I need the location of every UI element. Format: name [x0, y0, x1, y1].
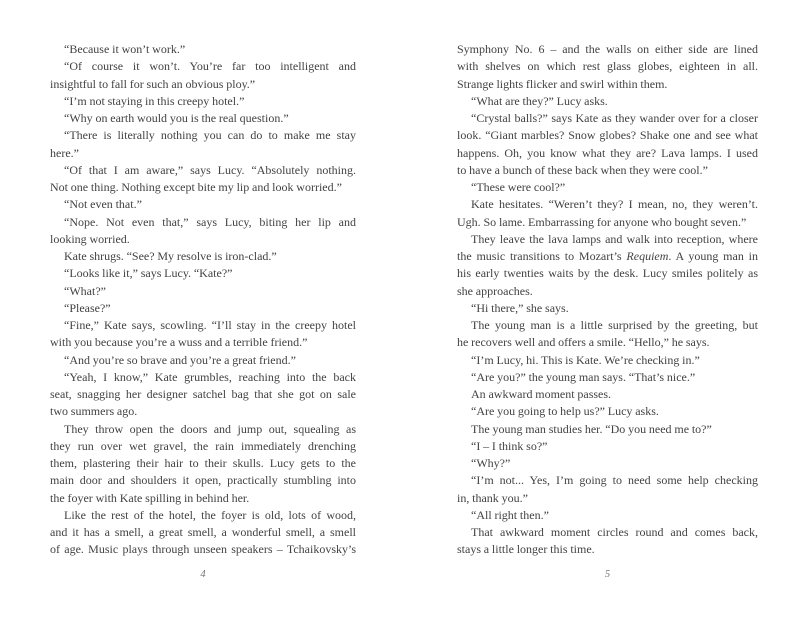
- text-line: “Crystal balls?” says Kate as they wander over for a closer: [471, 111, 758, 125]
- text-line: “Why?”: [471, 456, 511, 470]
- text-line: An awkward moment passes.: [471, 387, 612, 401]
- text-line: look. “Giant marbles? Snow globes? Shake one and see what: [457, 128, 758, 143]
- page-number: 4: [200, 569, 206, 580]
- text-line: “Fine,” Kate says, scowling. “I’ll stay in the creepy hotel: [64, 318, 356, 332]
- text-line: looking worried.: [50, 231, 130, 246]
- text-line: “I’m not... Yes, I’m going to need some help checking: [471, 473, 758, 488]
- text-line: “Hi there,” she says.: [471, 300, 569, 315]
- text-line: “I’m not staying in this creepy hotel.”: [64, 93, 245, 108]
- text-line: them, plastering their hair to their skulls. Lucy gets to the: [50, 456, 356, 470]
- text-line: “Please?”: [64, 300, 111, 315]
- text-line: and it has a smell, a great smell, a wonderful smell, a smell: [50, 525, 356, 539]
- text-line: The young man studies her. “Do you need me to?”: [471, 421, 712, 436]
- text-line: “Of course it won’t. You’re far too intelligent and: [64, 59, 356, 74]
- text-column: [457, 41, 758, 559]
- text-line: two summers ago.: [50, 404, 138, 419]
- text-line: “Not even that.”: [64, 197, 142, 212]
- text-line: stays a little longer this time.: [457, 542, 595, 557]
- text-line: Kate hesitates. “Weren’t they? I mean, no, they weren’t.: [471, 197, 758, 212]
- text-line: in, thank you.”: [457, 490, 528, 505]
- text-line: insightful to fall for such an obvious ploy.”: [50, 76, 256, 91]
- text-line: to have a bunch of these back when they were cool.”: [457, 162, 708, 177]
- text-line: “All right then.”: [471, 507, 549, 522]
- text-line: “What are they?” Lucy asks.: [471, 93, 608, 108]
- text-line: “Yeah, I know,” Kate grumbles, reaching into the back: [64, 369, 356, 384]
- text-line: happens. Oh, you know what they are? Lava lamps. I used: [457, 145, 758, 160]
- text-line: “Of that I am aware,” says Lucy. “Absolutely nothing.: [64, 162, 356, 177]
- text-line: with you because you’re a wuss and a terrible friend.”: [50, 335, 308, 350]
- text-line: The young man is a little surprised by the greeting, but: [471, 318, 758, 332]
- text-line: “Are you?” the young man says. “That’s nice.”: [471, 369, 696, 384]
- text-line: “Why on earth would you is the real question.”: [64, 111, 289, 125]
- text-line: Like the rest of the hotel, the foyer is old, lots of wood,: [64, 507, 356, 522]
- text-line: seat, snagging her designer satchel bag that she got on sale: [50, 387, 356, 401]
- page-left: [50, 0, 356, 622]
- text-line: “Because it won’t work.”: [64, 42, 186, 56]
- text-line: the music transitions to Mozart’s Requiem. A young man in: [457, 249, 758, 263]
- text-line: “And you’re so brave and you’re a great friend.”: [64, 352, 296, 367]
- text-line: “Nope. Not even that,” says Lucy, biting her lip and: [64, 214, 356, 229]
- text-line: they run over wet gravel, the rain immediately drenching: [50, 438, 356, 453]
- page-number: 5: [604, 569, 611, 580]
- text-line: Kate shrugs. “See? My resolve is iron-clad.”: [64, 249, 277, 263]
- text-line: “I – I think so?”: [471, 438, 548, 453]
- text-line: They throw open the doors and jump out, squealing as: [64, 421, 356, 436]
- text-line: “These were cool?”: [471, 180, 566, 194]
- text-line: he recovers well and offers a smile. “Hello,” he says.: [457, 335, 710, 350]
- text-line: “Are you going to help us?” Lucy asks.: [471, 404, 659, 419]
- text-line: That awkward moment circles round and comes back,: [471, 525, 758, 539]
- text-line: “What?”: [64, 283, 106, 298]
- text-line: here.”: [50, 145, 79, 160]
- text-line: she approaches.: [457, 283, 533, 298]
- text-line: “There is literally nothing you can do to make me stay: [64, 128, 356, 143]
- text-line: Not one thing. Nothing except bite my lip and look worried.”: [50, 180, 342, 194]
- text-line: of age. Music plays through unseen speakers – Tchaikovsky’s: [50, 542, 356, 557]
- text-line: Symphony No. 6 – and the walls on either side are lined: [457, 42, 758, 56]
- text-column: [50, 41, 356, 559]
- text-line: “Looks like it,” says Lucy. “Kate?”: [64, 266, 233, 281]
- text-line: the foyer with Kate spilling in behind her.: [50, 490, 250, 505]
- page-right: [457, 0, 758, 622]
- text-line: They leave the lava lamps and walk into reception, where: [471, 231, 758, 246]
- text-line: main door and shoulders it open, practically stumbling into: [50, 473, 356, 488]
- text-line: Ugh. So lame. Embarrassing for anyone who bought seven.”: [457, 214, 747, 229]
- text-line: “I’m Lucy, hi. This is Kate. We’re checking in.”: [471, 352, 700, 367]
- text-line: his early twenties waits by the desk. Lucy smiles politely as: [457, 266, 758, 281]
- text-line: with shelves on which rest glass globes, eighteen in all.: [457, 59, 758, 74]
- text-line: Strange lights flicker and swirl within them.: [457, 76, 668, 91]
